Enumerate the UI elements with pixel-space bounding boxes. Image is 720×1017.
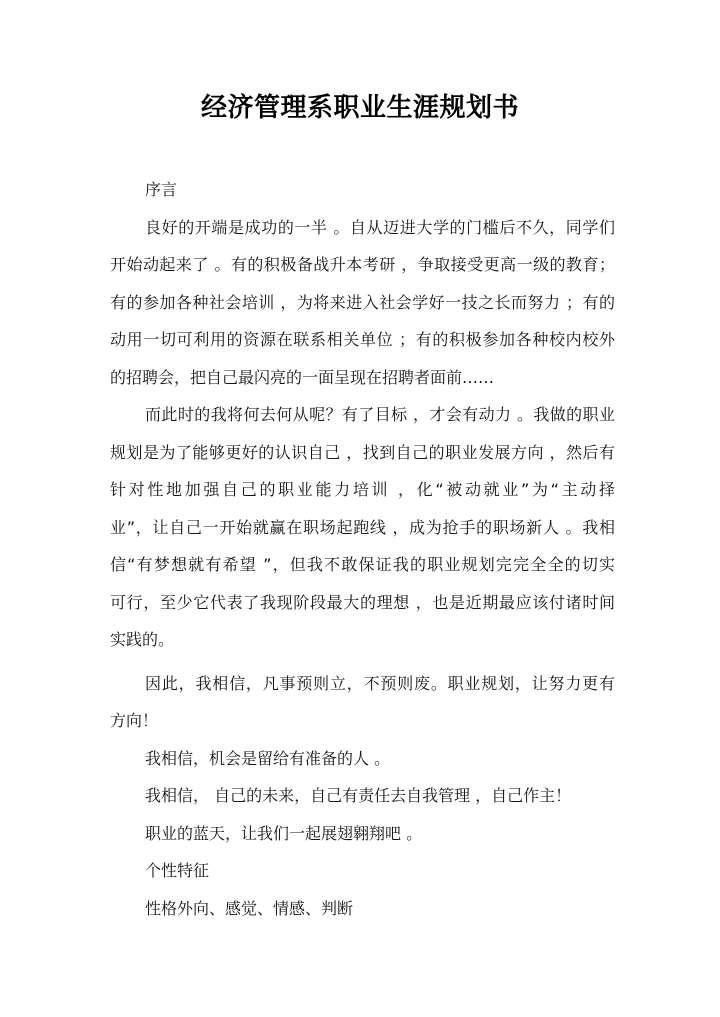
- paragraph-line: 良好的开端是成功的一半 。自从迈进大学的门槛后不久，同学们: [145, 217, 615, 237]
- paragraph-sky: [110, 815, 615, 853]
- personality-heading: 个性特征: [145, 861, 210, 880]
- paragraph-line: 我相信，机会是留给有准备的人 。: [145, 748, 391, 768]
- paragraph-line: 我相信， 自己的未来，自己有责任去自我管理 ，自己作主！: [145, 786, 572, 805]
- paragraph-line: 信“有梦想就有希望 ”，但我不敢保证我的职业规划完完全全的切实: [110, 555, 615, 574]
- document-title: 经济管理系职业生涯规划书: [200, 93, 519, 123]
- paragraph-line: 而此时的我将何去何从呢？有了目标 ，才会有动力 。我做的职业: [145, 405, 615, 424]
- paragraph-line: 动用一切可利用的资源在联系相关单位 ；有的积极参加各种校内校外: [110, 330, 615, 349]
- paragraph-future: [110, 777, 615, 815]
- paragraph-opening: [110, 209, 615, 397]
- paragraph-line: 有的参加各种社会培训 ，为将来进入社会学好一技之长而努力 ；有的: [110, 292, 615, 312]
- paragraph-line: 实践的。: [110, 630, 175, 649]
- paragraph-line: 的招聘会，把自己最闪亮的一面呈现在招聘者面前……: [110, 367, 495, 387]
- personality-heading-block: [110, 852, 615, 890]
- paragraph-belief: [110, 665, 615, 740]
- preface-heading-block: [110, 171, 615, 209]
- paragraph-purpose: [110, 396, 615, 659]
- paragraph-line: 规划是为了能够更好的认识自己 ，找到自己的职业发展方向 ，然后有: [110, 442, 615, 462]
- paragraph-line: 业”，让自己一开始就赢在职场起跑线 ，成为抢手的职场新人 。我相: [110, 517, 615, 537]
- personality-traits: 性格外向、感觉、情感、判断: [145, 898, 354, 918]
- paragraph-line: 方向！: [110, 711, 159, 730]
- paragraph-line: 职业的蓝天，让我们一起展翅翱翔吧 。: [145, 823, 423, 843]
- paragraph-line: 可行，至少它代表了我现阶段最大的理想 ，也是近期最应该付诸时间: [110, 592, 615, 612]
- paragraph-line: 针对性地加强自己的职业能力培训 ，化“被动就业”为“主动择: [110, 480, 615, 499]
- paragraph-opportunity: [110, 740, 615, 778]
- personality-traits-block: [110, 890, 615, 928]
- preface-heading: 序言: [145, 180, 178, 199]
- paragraph-line: 开始动起来了 。有的积极备战升本考研 ，争取接受更高一级的教育；: [110, 255, 615, 274]
- paragraph-line: 因此，我相信，凡事预则立，不预则废。职业规划，让努力更有: [145, 673, 615, 693]
- document-body: [110, 171, 615, 927]
